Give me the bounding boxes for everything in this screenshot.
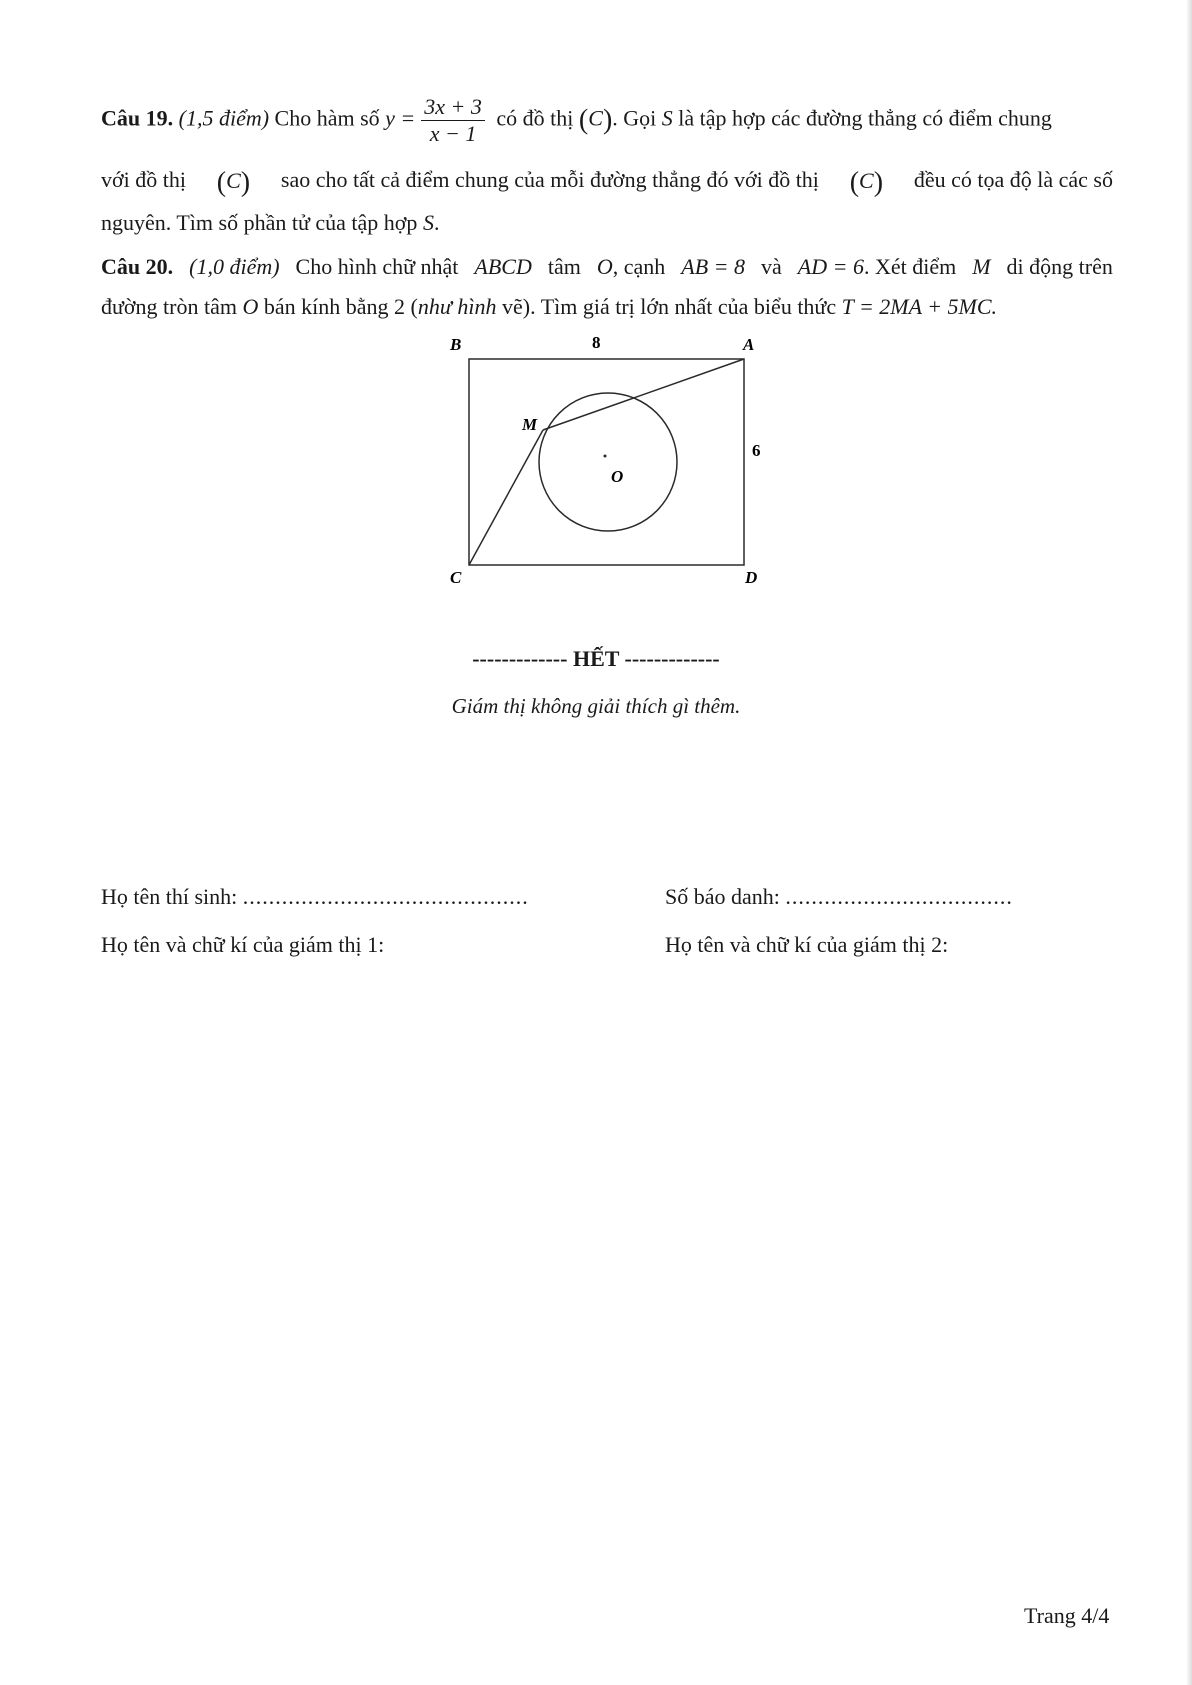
q20-point-m: M [972, 254, 991, 279]
q20-line2-b: bán kính bằng 2 [263, 294, 406, 319]
q19-fraction [421, 94, 485, 147]
q19-line-3 [101, 210, 439, 236]
end-text: ------------- HẾT ------------- [472, 646, 720, 671]
segment-mc [469, 430, 543, 565]
candidate-number-dots: ................................... [785, 884, 1013, 909]
q20-text-c: , cạnh [612, 254, 666, 279]
q19-graph-c-2: C [226, 168, 241, 193]
candidate-name-label: Họ tên thí sinh: [101, 884, 238, 909]
q20-text-b: tâm [547, 254, 581, 279]
q19-points: (1,5 điểm) [178, 105, 270, 131]
q20-line2-c: vẽ). Tìm giá trị lớn nhất của biểu thức [502, 294, 837, 319]
q20-abcd: ABCD [474, 254, 532, 279]
label-side-ad: 6 [752, 441, 761, 460]
supervisor-1-field: Họ tên và chữ kí của giám thị 1: [101, 932, 385, 957]
q20-line-2 [101, 294, 997, 320]
q19-graph-c: C [588, 105, 603, 131]
q20-center-o: O [596, 254, 613, 279]
q19-line2-a: với đồ thị [101, 167, 186, 192]
label-c: C [450, 568, 462, 587]
q19-line-1: Câu 19. (1,5 điểm) Cho hàm số y = $\frac{3x + 3}{x - 1}$ có đồ thị (C). Gọi S là tập hợp các đường thẳng có điểm chung [101, 94, 1052, 146]
circle-center-o [539, 393, 677, 531]
q19-line-2: với đồ thị (C) sao cho tất cả điểm chung của mỗi đường thẳng đó với đồ thị (C) đều có tọa độ là các số [101, 167, 1113, 198]
q20-text-e: . Xét điểm [863, 254, 957, 279]
q20-line2-a: đường tròn tâm [101, 294, 237, 319]
candidate-name-dots: ............................................ [242, 884, 529, 909]
segment-ma [543, 359, 744, 430]
q19-text-a: Cho hàm số [274, 105, 380, 131]
q19-fraction-denominator: x − 1 [429, 121, 477, 146]
q20-text-f: di động trên [1006, 254, 1113, 279]
label-o: O [611, 467, 624, 486]
q19-text-b: có đồ thị [496, 105, 574, 131]
label-side-ab: 8 [592, 333, 601, 352]
label-d: D [745, 568, 758, 587]
q19-graph-c-3: C [859, 168, 874, 193]
q19-text-c: . Gọi [612, 105, 657, 131]
q19-y-eq: y = [385, 105, 416, 131]
q20-label: Câu 20. [101, 254, 174, 279]
label-a: A [743, 335, 755, 354]
q19-set-s-2: S [422, 210, 434, 235]
end-note: Giám thị không giải thích gì thêm. [451, 694, 741, 718]
q20-center-o-2: O [242, 294, 259, 319]
candidate-number-field [665, 884, 1013, 910]
q19-line3-end: . [433, 210, 440, 235]
q20-line2-italic: như hình [417, 294, 497, 319]
q20-paren-open: ( [410, 294, 418, 319]
page-number: Trang 4/4 [1024, 1603, 1110, 1628]
label-m: M [522, 415, 538, 434]
center-dot [604, 455, 607, 458]
q19-fraction-numerator: 3x + 3 [421, 94, 485, 121]
q19-text-d: là tập hợp các đường thẳng có điểm chung [678, 105, 1052, 131]
q20-ab-eq: AB = 8 [681, 254, 746, 279]
q19-label: Câu 19. [101, 105, 174, 131]
label-b: B [450, 335, 462, 354]
q20-text-a: Cho hình chữ nhật [295, 254, 459, 279]
q20-points: (1,0 điểm) [189, 254, 280, 279]
q19-set-s: S [661, 105, 673, 131]
q19-line2-c: đều có tọa độ là các số [913, 167, 1113, 192]
q20-text-d: và [761, 254, 782, 279]
rectangle-abcd [469, 359, 744, 565]
q19-line3-text: nguyên. Tìm số phần tử của tập hợp [101, 210, 418, 235]
candidate-number-label: Số báo danh: [665, 884, 780, 909]
q19-line2-b: sao cho tất cả điểm chung của mỗi đường thẳng đó với đồ thị [280, 167, 819, 192]
page-edge-shadow [1186, 0, 1192, 1685]
q20-expression: T = 2MA + 5MC. [841, 294, 998, 319]
end-marker [0, 646, 1192, 672]
q20-ad-eq: AD = 6 [797, 254, 864, 279]
q20-line-1 [101, 254, 1113, 280]
geometry-figure [440, 332, 770, 592]
supervisor-2-field: Họ tên và chữ kí của giám thị 2: [665, 932, 949, 957]
candidate-name-field [101, 884, 529, 910]
